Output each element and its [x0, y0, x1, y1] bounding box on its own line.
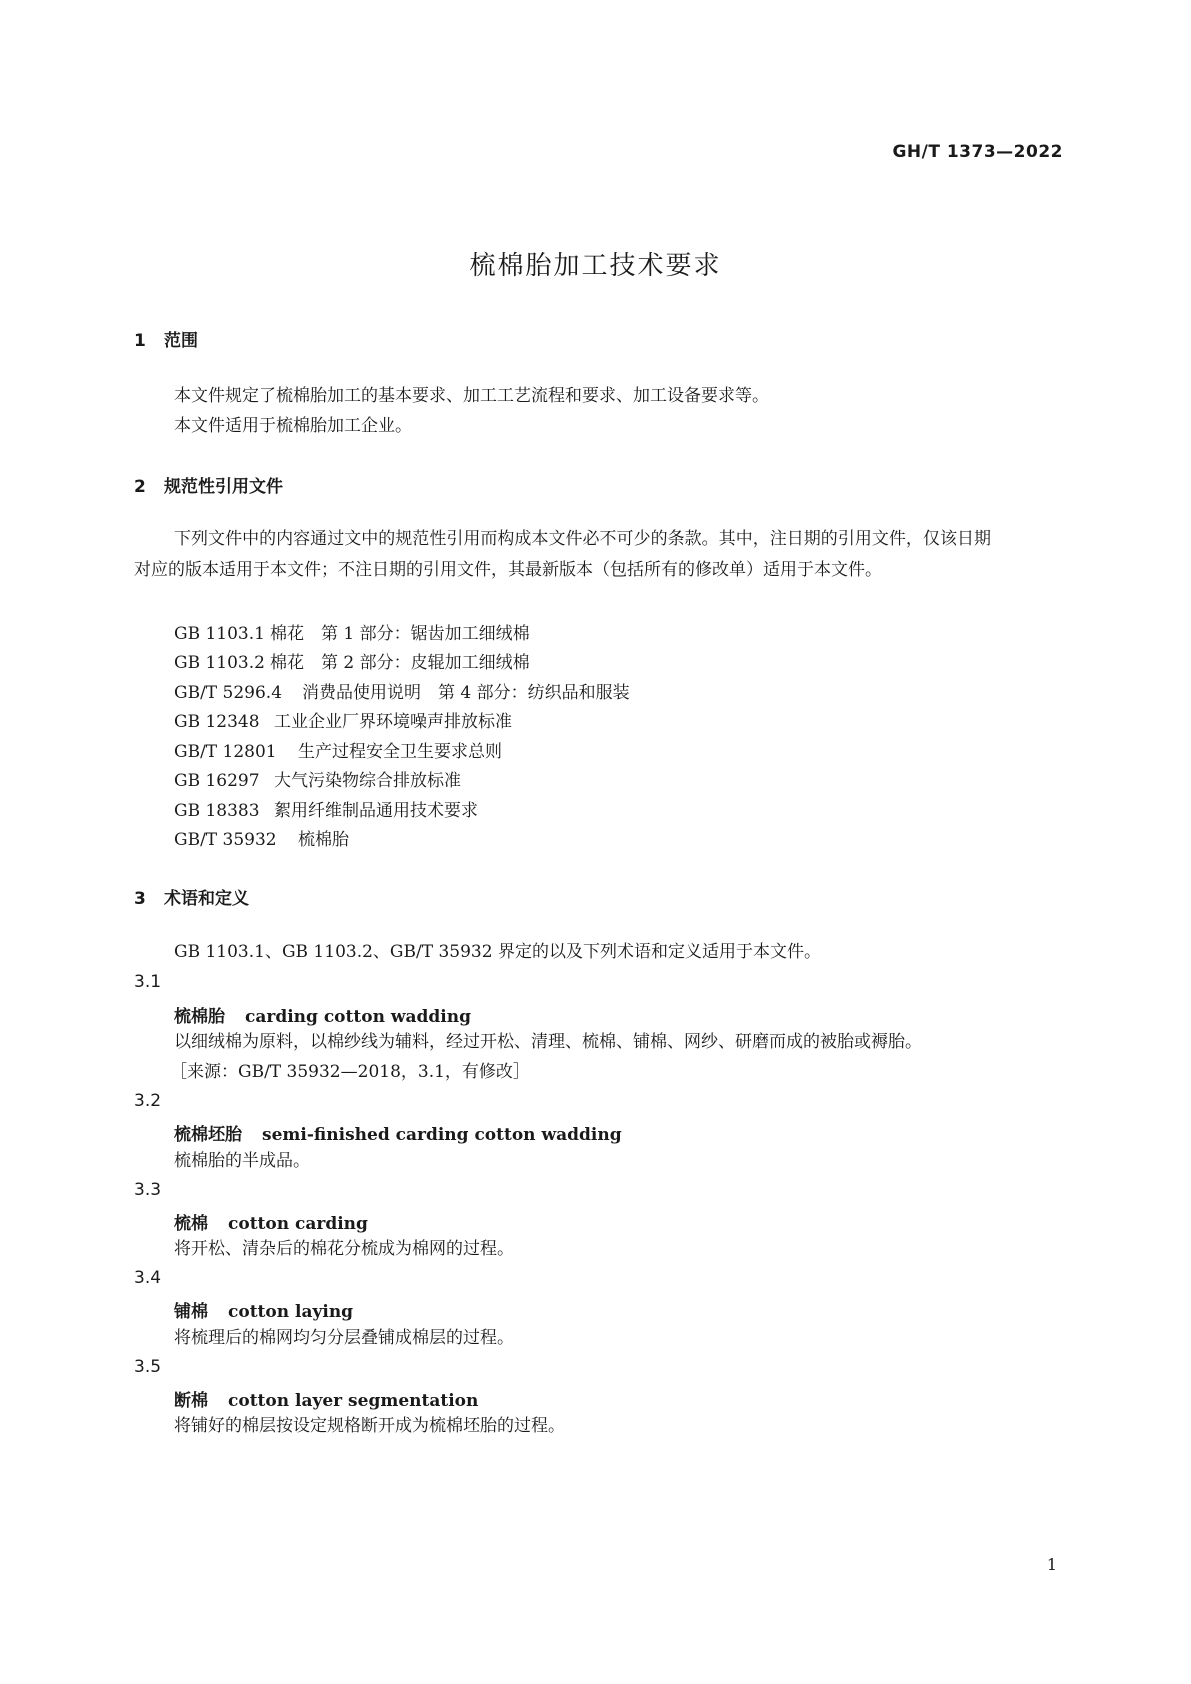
term-number: 3.1: [134, 972, 162, 992]
term-zh: 断棉: [174, 1391, 208, 1411]
reference-title: 棉花 第 2 部分：皮辊加工细绒棉: [270, 653, 530, 673]
term-zh: 铺棉: [174, 1302, 208, 1322]
section-title: 规范性引用文件: [164, 477, 283, 497]
reference-item: [174, 648, 530, 673]
term-zh: 梳棉胎: [174, 1007, 225, 1027]
document-code: GH/T 1373—2022: [892, 142, 1063, 162]
term-number: 3.4: [134, 1268, 162, 1288]
reference-title: 梳棉胎: [298, 830, 349, 850]
term-en: carding cotton wadding: [245, 1007, 471, 1027]
term-en: cotton carding: [228, 1214, 368, 1234]
reference-code: GB 1103.1: [174, 624, 265, 644]
term-zh: 梳棉: [174, 1214, 208, 1234]
reference-code: GB/T 5296.4: [174, 683, 283, 703]
reference-title: 生产过程安全卫生要求总则: [298, 742, 502, 762]
term-definition: 以细绒棉为原料，以棉纱线为辅料，经过开松、清理、梳棉、铺棉、网纱、研磨而成的被胎或褥胎。: [174, 1032, 922, 1052]
reference-title: 絮用纤维制品通用技术要求: [274, 801, 478, 821]
reference-item: [174, 796, 478, 821]
section-title: 术语和定义: [164, 889, 249, 909]
section-number: 1: [134, 331, 146, 351]
reference-title: 棉花 第 1 部分：锯齿加工细绒棉: [270, 624, 530, 644]
term-en: cotton layer segmentation: [228, 1391, 479, 1411]
section-1-heading: [134, 326, 198, 351]
term-source: ［来源：GB/T 35932—2018，3.1，有修改］: [170, 1062, 530, 1082]
reference-code: GB 18383: [174, 801, 260, 821]
term-definition: 将开松、清杂后的棉花分梳成为棉网的过程。: [174, 1239, 514, 1259]
term-en: semi-finished carding cotton wadding: [262, 1125, 622, 1145]
term-number: 3.5: [134, 1357, 162, 1377]
section-2-intro: 下列文件中的内容通过文中的规范性引用而构成本文件必不可少的条款。其中，注日期的引用文件，仅该日期对应的版本适用于本文件；不注日期的引用文件，其最新版本（包括所有的修改单）适用于本文件。: [134, 529, 991, 580]
reference-item: [174, 678, 630, 703]
reference-item: [174, 825, 349, 850]
section-number: 3: [134, 889, 146, 909]
term-number: 3.3: [134, 1180, 162, 1200]
term-heading: [174, 1120, 622, 1145]
term-heading: [174, 1386, 478, 1411]
term-en: cotton laying: [228, 1302, 354, 1322]
document-title: 梳棉胎加工技术要求: [469, 251, 722, 281]
section-title: 范围: [164, 331, 198, 351]
reference-item: [174, 737, 502, 762]
reference-title: 消费品使用说明 第 4 部分：纺织品和服装: [302, 683, 630, 703]
reference-title: 大气污染物综合排放标准: [274, 771, 461, 791]
section-1-paragraph: 本文件适用于梳棉胎加工企业。: [174, 416, 412, 436]
reference-code: GB 1103.2: [174, 653, 265, 673]
term-heading: [174, 1297, 353, 1322]
term-heading: [174, 1002, 471, 1027]
reference-item: [174, 619, 530, 644]
reference-code: GB/T 35932: [174, 830, 277, 850]
page-number: 1: [1046, 1555, 1057, 1574]
reference-item: [174, 766, 461, 791]
section-3-intro: GB 1103.1、GB 1103.2、GB/T 35932 界定的以及下列术语和定义适用于本文件。: [174, 942, 821, 962]
reference-title: 工业企业厂界环境噪声排放标准: [274, 712, 512, 732]
reference-code: GB/T 12801: [174, 742, 277, 762]
section-number: 2: [134, 477, 146, 497]
term-definition: 将梳理后的棉网均匀分层叠铺成棉层的过程。: [174, 1328, 514, 1348]
term-number: 3.2: [134, 1091, 162, 1111]
term-heading: [174, 1209, 368, 1234]
reference-item: [174, 707, 512, 732]
reference-code: GB 16297: [174, 771, 260, 791]
section-2-heading: [134, 472, 283, 497]
term-definition: 将铺好的棉层按设定规格断开成为梳棉坯胎的过程。: [174, 1416, 565, 1436]
section-1-paragraph: 本文件规定了梳棉胎加工的基本要求、加工工艺流程和要求、加工设备要求等。: [174, 386, 769, 406]
term-zh: 梳棉坯胎: [174, 1125, 242, 1145]
term-definition: 梳棉胎的半成品。: [174, 1151, 310, 1171]
reference-code: GB 12348: [174, 712, 260, 732]
section-3-heading: [134, 884, 249, 909]
